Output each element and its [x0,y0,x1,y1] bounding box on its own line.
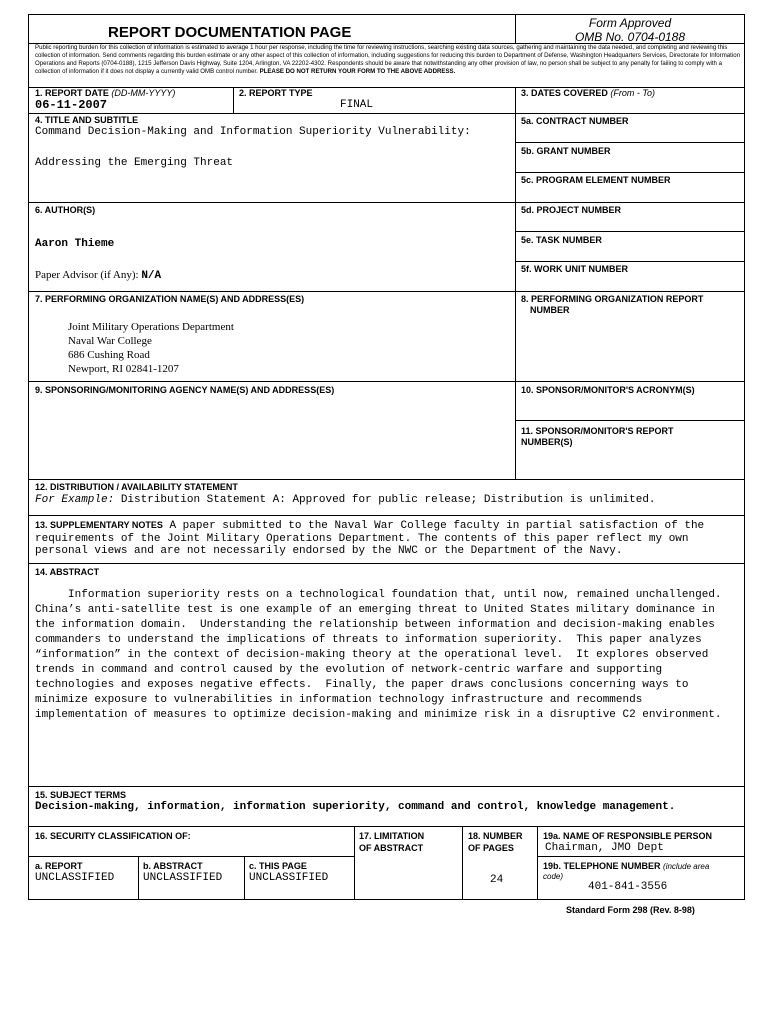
telephone-number: 401-841-3556 [588,881,668,893]
program-element-label: 5c. PROGRAM ELEMENT NUMBER [521,175,671,185]
rule [28,826,745,827]
author-name: Aaron Thieme [35,238,115,250]
rule [537,826,538,900]
number-of-pages: 24 [490,874,504,886]
report-date-label-text: 1. REPORT DATE [35,88,109,98]
page-classification: UNCLASSIFIED [249,872,329,884]
security-classification-label: 16. SECURITY CLASSIFICATION OF: [35,831,191,841]
authors-label: 6. AUTHOR(S) [35,205,96,215]
telephone-hint-2-text: code) [543,872,564,881]
distribution-statement [35,494,656,506]
title-subtitle-label: 4. TITLE AND SUBTITLE [35,115,139,125]
performing-org-line-2: Naval War College [68,335,152,347]
rule [244,856,245,900]
rule [354,826,355,900]
performing-org-line-4: Newport, RI 02841-1207 [68,363,179,375]
omb-number: OMB No. 0704-0188 [574,30,686,44]
responsible-person-label: 19a. NAME OF RESPONSIBLE PERSON [543,831,713,841]
form-frame [28,14,745,900]
distribution-prefix: For Example: [35,494,115,506]
rule [28,291,745,292]
task-number-label: 5e. TASK NUMBER [521,235,602,245]
sponsor-report-label-1: 11. SPONSOR/MONITOR'S REPORT [521,426,674,436]
rule [28,786,745,787]
rule [515,231,745,232]
dates-covered-label [521,88,655,99]
performing-org-line-1: Joint Military Operations Department [68,321,234,333]
rule [537,856,745,857]
subject-terms: Decision-making, information, information superiority, command and control, knowledge management. [35,801,676,813]
advisor-value: N/A [141,270,162,282]
dates-covered-label-text: 3. DATES COVERED [521,88,608,98]
performing-org-label: 7. PERFORMING ORGANIZATION NAME(S) AND ADDRESS(ES) [35,294,305,304]
abstract-classification-label: b. ABSTRACT [143,861,203,871]
rule [515,420,745,421]
page-title: REPORT DOCUMENTATION PAGE [108,24,352,41]
burden-bold: PLEASE DO NOT RETURN YOUR FORM TO THE ABOVE ADDRESS. [259,67,456,75]
report-classification: UNCLASSIFIED [35,872,115,884]
form-number: Standard Form 298 (Rev. 8-98) [566,905,695,915]
rule [28,856,354,857]
title-line-2: Addressing the Emerging Threat [35,157,234,169]
report-date-value: 06-11-2007 [35,98,108,112]
work-unit-label: 5f. WORK UNIT NUMBER [521,264,628,274]
limitation-label-1: 17. LIMITATION [359,831,425,841]
rule [462,826,463,900]
project-number-label: 5d. PROJECT NUMBER [521,205,622,215]
burden-text: Public reporting burden for this collection of information is estimated to average 1 hour per response, including the time for reviewing instructions, searching existing data sources, gathering and maintaining the data needed, and completing and reviewing this collection of information. Send comments regarding this burden estimate or any other aspect of this collection of information, including suggestions for reducing this burden to Department of Defense, Washington Headquarters Services, Directorate for Information Operations and Reports (0704-0188), 1215 Jefferson Davis Highway, Suite 1204, Arlington, VA 22202-4302. Respondents should be aware that notwithstanding any other provision of law, no person shall be subject to any penalty for failing to comply with a collection of information if it does not display a currently valid OMB control number. [35,44,740,75]
report-date-format: (DD-MM-YYYY) [111,88,176,98]
telephone-label [543,861,709,872]
telephone-hint-1: (include area [663,862,710,871]
performing-report-label-2: NUMBER [530,305,570,315]
page-classification-label: c. THIS PAGE [249,861,307,871]
abstract-classification: UNCLASSIFIED [143,872,223,884]
subject-terms-label: 15. SUBJECT TERMS [35,790,127,800]
limitation-label-2: OF ABSTRACT [359,843,424,853]
telephone-label-text: 19b. TELEPHONE NUMBER [543,861,661,871]
rule [515,261,745,262]
sponsor-agency-label: 9. SPONSORING/MONITORING AGENCY NAME(S) AND ADDRESS(ES) [35,385,335,395]
telephone-hint-2 [543,871,563,882]
advisor-label: Paper Advisor (if Any): [35,269,139,281]
report-classification-label: a. REPORT [35,861,83,871]
dates-covered-hint: (From - To) [610,88,656,98]
rule [138,856,139,900]
rule [515,87,516,479]
title-line-1: Command Decision-Making and Information Superiority Vulnerability: [35,126,471,138]
responsible-person: Chairman, JMO Dept [545,842,664,854]
rule [28,479,745,480]
abstract-text: Information superiority rests on a technological foundation that, until now, remained unchallenged. China’s anti-satellite test is one example of an emerging threat to United States military dominance in the information domain. Understanding the relationship between information and decision-making enables commanders to understand the implications of threats to information superiority. This paper analyzes “information” in the context of decision-making theory at the operational level. It explores observed trends in command and control caused by the evolution of network-centric warfare and supporting technologies and exposes negative effects. Finally, the paper draws conclusions concerning ways to minimize exposure to vulnerabilities in information technology infrastructure and recommends implementation of measures to optimize decision-making and minimize risk in a disruptive C2 environment. [35,589,735,721]
number-pages-label-2: OF PAGES [468,843,514,853]
sponsor-report-label-2: NUMBER(S) [521,437,573,447]
distribution-label: 12. DISTRIBUTION / AVAILABILITY STATEMENT [35,482,238,492]
rule [28,563,745,564]
burden-statement [35,44,740,76]
form-approved: Form Approved [588,16,672,30]
rule [28,515,745,516]
rule [28,113,745,114]
grant-number-label: 5b. GRANT NUMBER [521,146,611,156]
sponsor-acronym-label: 10. SPONSOR/MONITOR'S ACRONYM(S) [521,385,695,395]
performing-org-line-3: 686 Cushing Road [68,349,150,361]
supplementary-text: A paper submitted to the Naval War College faculty in partial satisfaction of the requirements of the Joint Military Operations Department. The contents of this paper reflect my own personal views and are not necessarily endorsed by the NWC or the Department of the Navy. [35,520,705,557]
report-type-label: 2. REPORT TYPE [239,88,313,98]
number-pages-label-1: 18. NUMBER [468,831,523,841]
advisor-line [35,268,161,283]
report-type-value: FINAL [340,99,374,111]
performing-report-label-1: 8. PERFORMING ORGANIZATION REPORT [521,294,704,304]
rule [28,202,745,203]
supplementary-notes [35,519,745,558]
distribution-text: Distribution Statement A: Approved for public release; Distribution is unlimited. [120,494,656,506]
rule [515,14,516,44]
rule [515,172,745,173]
supplementary-label: 13. SUPPLEMENTARY NOTES [35,520,163,530]
contract-number-label: 5a. CONTRACT NUMBER [521,116,629,126]
rule [233,87,234,114]
rule [28,381,745,382]
rule [515,142,745,143]
abstract-label: 14. ABSTRACT [35,567,100,577]
